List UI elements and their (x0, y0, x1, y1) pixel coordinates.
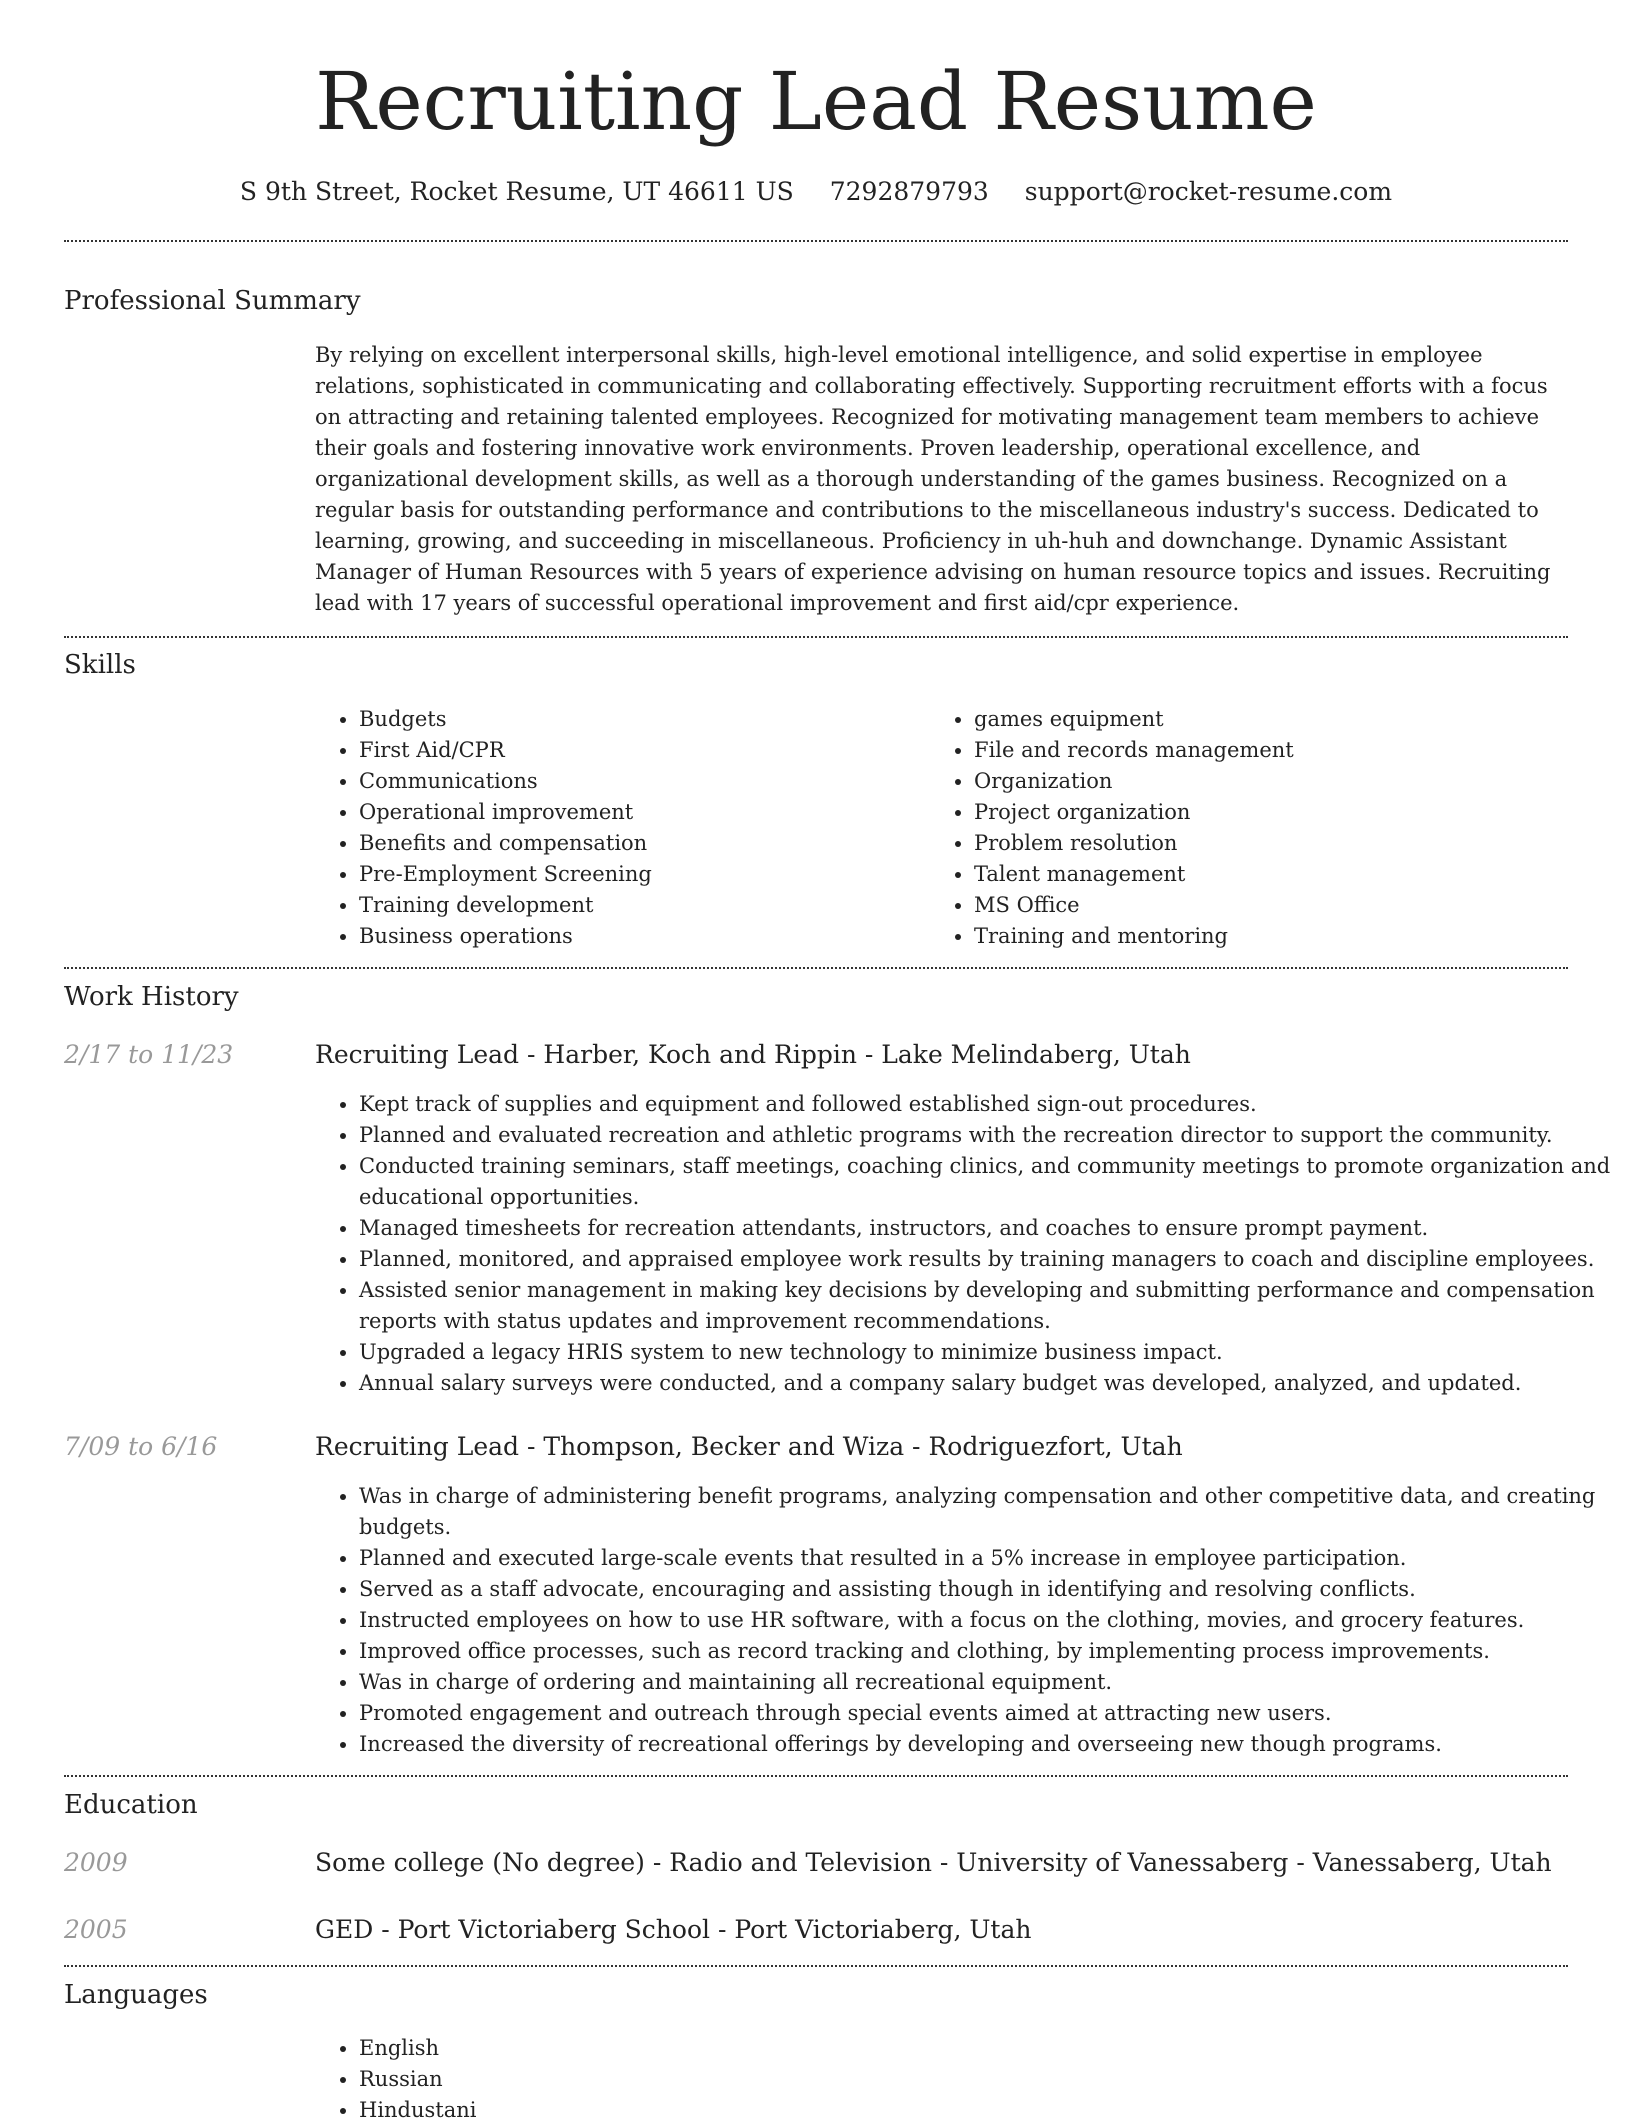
section-title-languages: Languages (64, 1980, 208, 2010)
job-title: Recruiting Lead - Thompson, Becker and Wiza - Rodriguezfort, Utah (315, 1432, 1183, 1461)
job-bullet: • Upgraded a legacy HRIS system to new technology to minimize business impact. (359, 1337, 1612, 1368)
job-bullet: • Instructed employees on how to use HR software, with a focus on the clothing, movies, and grocery features. (359, 1605, 1612, 1636)
languages-list (315, 2033, 1612, 2126)
skills-list-left (315, 704, 930, 952)
contact-email: support@rocket-resume.com (1024, 177, 1393, 206)
skill-item: • Business operations (359, 921, 930, 952)
job-bullets (315, 1481, 1612, 1760)
job-bullet: • Served as a staff advocate, encouraging and assisting though in identifying and resolving conflicts. (359, 1574, 1612, 1605)
language-item: • Russian (359, 2064, 1612, 2095)
skill-item: • File and records management (974, 735, 1545, 766)
skill-item: • First Aid/CPR (359, 735, 930, 766)
job-bullet: • Increased the diversity of recreational offerings by developing and overseeing new though programs. (359, 1729, 1612, 1760)
section-title-skills: Skills (64, 650, 136, 680)
section-title-work: Work History (64, 982, 239, 1012)
job-bullet: • Improved office processes, such as record tracking and clothing, by implementing process improvements. (359, 1636, 1612, 1667)
summary-section (315, 340, 1568, 619)
job-dates: 7/09 to 6/16 (64, 1432, 218, 1461)
skills-grid (315, 704, 1568, 952)
education-year: 2009 (64, 1848, 128, 1877)
contact-address: S 9th Street, Rocket Resume, UT 46611 US (239, 177, 794, 206)
job-bullet: • Was in charge of ordering and maintaining all recreational equipment. (359, 1667, 1612, 1698)
skill-item: • Talent management (974, 859, 1545, 890)
skill-item: • Project organization (974, 797, 1545, 828)
contact-line (0, 176, 1632, 208)
section-title-summary: Professional Summary (64, 286, 361, 316)
job-title: Recruiting Lead - Harber, Koch and Rippin - Lake Melindaberg, Utah (315, 1040, 1191, 1069)
summary-text: By relying on excellent interpersonal skills, high-level emotional intelligence, and solid expertise in employee relations, sophisticated in communicating and collaborating effectively. Supporting recruitment efforts with a focus on attracting and retaining talented employees. Recognized for motivating management team members to achieve their goals and fostering innovative work environments. Proven leadership, operational excellence, and organizational development skills, as well as a thorough understanding of the games business. Recognized on a regular basis for outstanding performance and contributions to the miscellaneous industry's success. Dedicated to learning, growing, and succeeding in miscellaneous. Proficiency in uh-huh and downchange. Dynamic Assistant Manager of Human Resources with 5 years of experience advising on human resource topics and issues. Recruiting lead with 17 years of successful operational improvement and first aid/cpr experience. (315, 343, 1551, 615)
job-bullet: • Managed timesheets for recreation attendants, instructors, and coaches to ensure prompt payment. (359, 1213, 1612, 1244)
contact-phone: 7292879793 (829, 177, 989, 206)
skills-list-right (930, 704, 1545, 952)
resume-title: Recruiting Lead Resume (315, 55, 1317, 148)
education-entry: Some college (No degree) - Radio and Television - University of Vanessaberg - Vanessaberg, Utah (315, 1848, 1552, 1877)
education-entry: GED - Port Victoriaberg School - Port Victoriaberg, Utah (315, 1915, 1032, 1944)
divider (64, 967, 1568, 969)
skill-item: • Organization (974, 766, 1545, 797)
job-bullets (315, 1089, 1612, 1399)
skill-item: • MS Office (974, 890, 1545, 921)
language-item: • Hindustani (359, 2095, 1612, 2126)
skill-item: • Problem resolution (974, 828, 1545, 859)
job-bullet: • Planned and evaluated recreation and athletic programs with the recreation director to support the community. (359, 1120, 1612, 1151)
job-dates: 2/17 to 11/23 (64, 1040, 234, 1069)
divider (64, 1775, 1568, 1777)
divider (64, 1965, 1568, 1967)
skill-item: • Budgets (359, 704, 930, 735)
resume-header (0, 0, 1632, 208)
education-year: 2005 (64, 1915, 128, 1944)
skills-section (315, 704, 1568, 952)
skill-item: • games equipment (974, 704, 1545, 735)
section-title-education: Education (64, 1790, 198, 1820)
job-bullet: • Planned, monitored, and appraised employee work results by training managers to coach and discipline employees. (359, 1244, 1612, 1275)
job-bullet: • Planned and executed large-scale events that resulted in a 5% increase in employee participation. (359, 1543, 1612, 1574)
job-bullet: • Kept track of supplies and equipment and followed established sign-out procedures. (359, 1089, 1612, 1120)
skill-item: • Training and mentoring (974, 921, 1545, 952)
language-item: • English (359, 2033, 1612, 2064)
divider (64, 636, 1568, 638)
skill-item: • Pre-Employment Screening (359, 859, 930, 890)
skill-item: • Communications (359, 766, 930, 797)
job-bullet: • Annual salary surveys were conducted, and a company salary budget was developed, analyzed, and updated. (359, 1368, 1612, 1399)
skill-item: • Benefits and compensation (359, 828, 930, 859)
skill-item: • Training development (359, 890, 930, 921)
job-bullet: • Was in charge of administering benefit programs, analyzing compensation and other competitive data, and creating budgets. (359, 1481, 1612, 1543)
job-bullet: • Conducted training seminars, staff meetings, coaching clinics, and community meetings to promote organization and educational opportunities. (359, 1151, 1612, 1213)
skill-item: • Operational improvement (359, 797, 930, 828)
job-bullet: • Promoted engagement and outreach through special events aimed at attracting new users. (359, 1698, 1612, 1729)
job-bullet: • Assisted senior management in making key decisions by developing and submitting performance and compensation reports with status updates and improvement recommendations. (359, 1275, 1612, 1337)
divider (64, 240, 1568, 242)
